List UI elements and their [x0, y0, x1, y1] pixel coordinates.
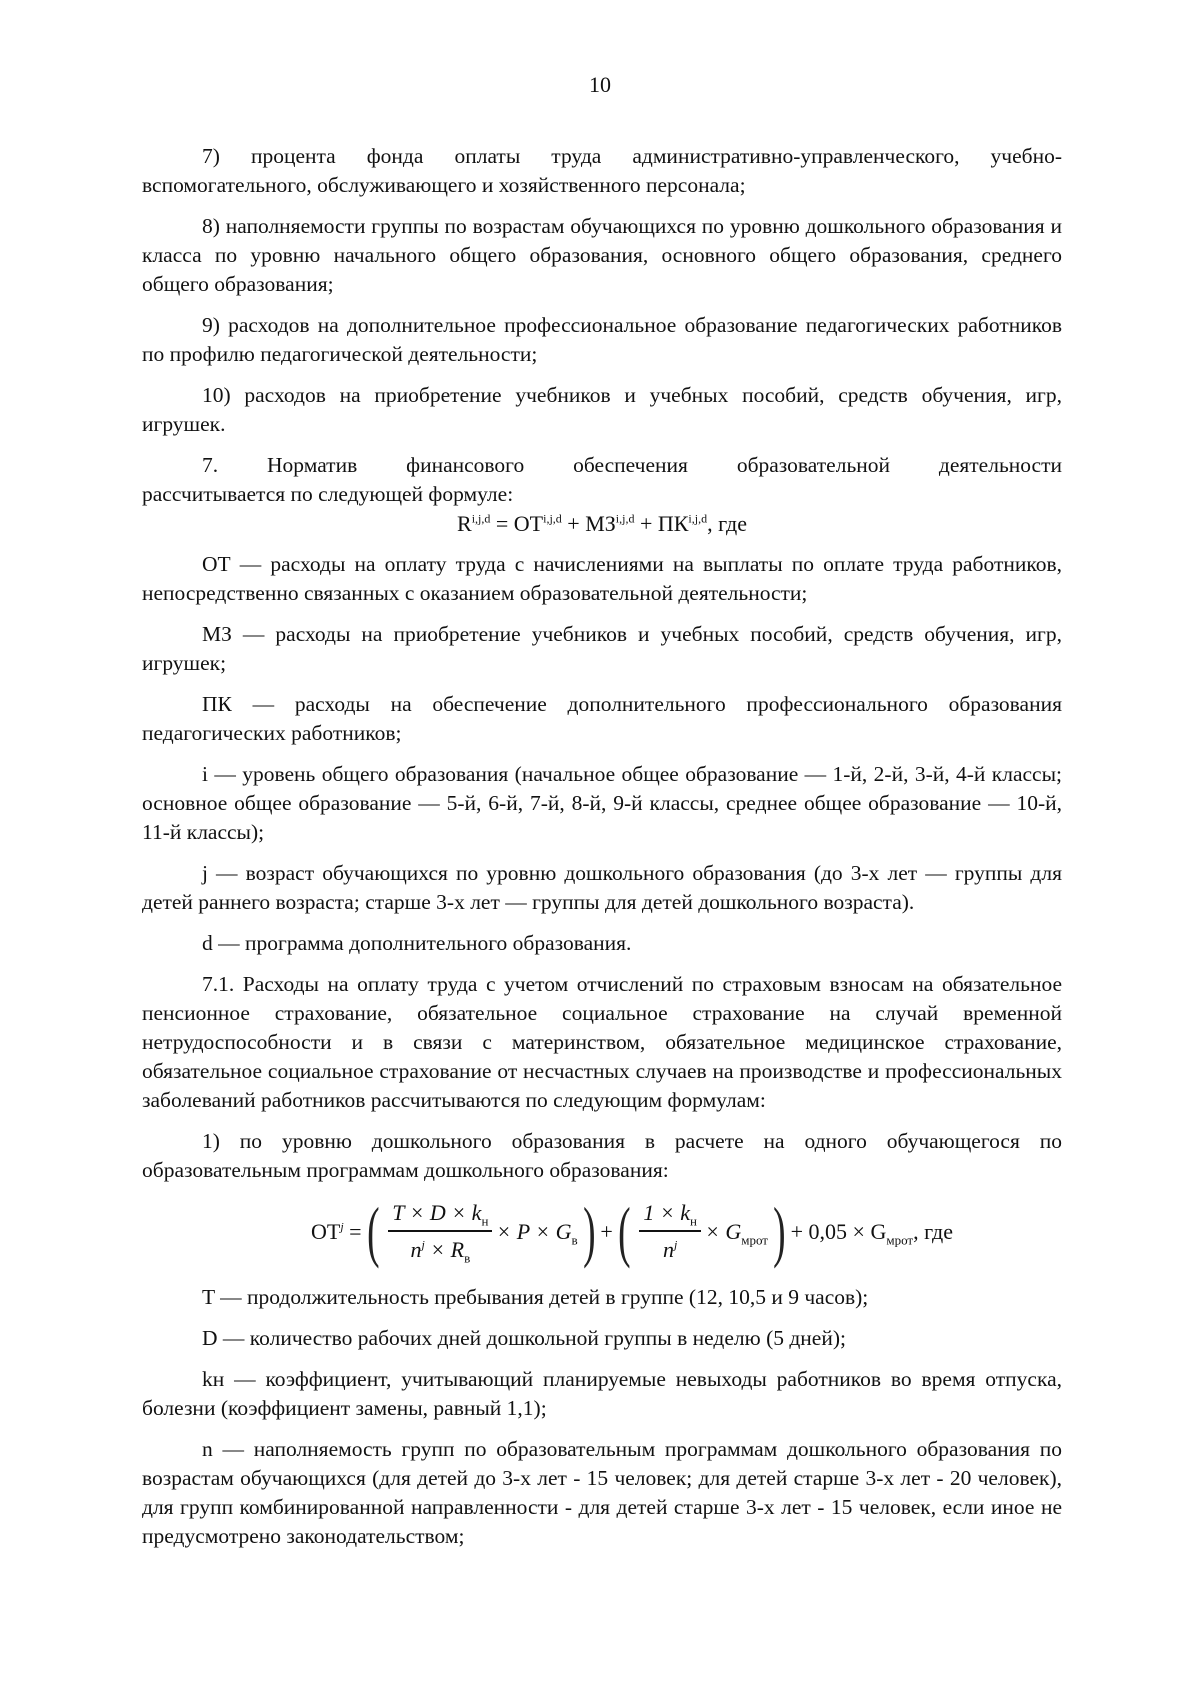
fraction-2-num-sub: н [690, 1213, 697, 1229]
formula-pk: + ПК [634, 511, 689, 536]
paren-close: ) [582, 1193, 596, 1269]
definition-n: n — наполняемость групп по образовательным программам дошкольного образования по возрастам обучающихся (для детей до 3-х лет - 15 человек; для детей старше 3-х лет - 20 человек), для групп комбинированной направленности - для детей старше 3-х лет - 15 человек, если иное не предусмотрено законодательством; [142, 1437, 1062, 1548]
definition-pk: ПК — расходы на обеспечение дополнительного профессионального образования педагогических работников; [142, 692, 1062, 745]
after-frac2-sub: мрот [741, 1231, 768, 1247]
formula2-tail-sub: мрот [886, 1231, 914, 1247]
paren-close: ) [773, 1193, 786, 1269]
paren-open: ( [366, 1193, 380, 1269]
after-frac1-text: × P × G [496, 1218, 572, 1244]
fraction-2-den-text: n [663, 1236, 675, 1262]
formula-sup: i,j,d [688, 511, 708, 526]
paragraph-7-1-item-1: 1) по уровню дошкольного образования в расчете на одного обучающегося по образовательным программам дошкольного образования: [142, 1129, 1062, 1182]
formula-r: R [457, 511, 472, 536]
fraction-2-num-text: 1 × k [643, 1200, 691, 1226]
after-frac2-text: × G [705, 1218, 742, 1244]
formula-ot: = ОТ [490, 511, 544, 536]
document-body [142, 142, 1062, 1563]
fraction-1-den-rest: × R [424, 1236, 465, 1262]
formula2-after-frac1 [496, 1217, 577, 1246]
paragraph-7-line2: рассчитывается по следующей формуле: [142, 482, 514, 506]
formula-tail: , где [707, 511, 747, 536]
definition-j: j — возраст обучающихся по уровню дошкольного образования (до 3-х лет — группы для детей раннего возраста; старше 3-х лет — группы для детей дошкольного возраста). [142, 861, 1062, 914]
fraction-1-num-text: T × D × k [392, 1200, 482, 1226]
fraction-bar [639, 1230, 701, 1232]
fraction-1-den-text: n [410, 1236, 422, 1262]
formula2-eq: = [343, 1218, 362, 1244]
paragraph-item-10: 10) расходов на приобретение учебников и учебных пособий, средств обучения, игр, игрушек. [142, 383, 1062, 436]
formula2-plus: + [600, 1218, 613, 1244]
fraction-2-denominator [659, 1235, 681, 1264]
paragraph-7-line1: 7. Норматив финансового обеспечения образовательной деятельности [202, 453, 1062, 477]
paragraph-item-8: 8) наполняемости группы по возрастам обучающихся по уровню дошкольного образования и класса по уровню начального общего образования, основного общего образования, среднего общего образования; [142, 214, 1062, 296]
paren-open: ( [617, 1193, 631, 1269]
fraction-2-den-sup: j [674, 1237, 678, 1252]
formula2-lhs-text: ОТ [311, 1218, 341, 1244]
definition-i: i — уровень общего образования (начальное общее образование — 1-й, 2-й, 3-й, 4-й классы; основное общее образование — 5-й, 6-й, 7-й, 8-й, 9-й классы, среднее общее образование — 10-й, 11-й классы); [142, 762, 1062, 844]
formula2-tail-text: + 0,05 × G [790, 1218, 887, 1244]
definition-d: d — программа дополнительного образования. [202, 931, 632, 955]
paragraph-7-1: 7.1. Расходы на оплату труда с учетом отчислений по страховым взносам на обязательное пенсионное страхование, обязательное социальное страхование на случай временной нетрудоспособности и в связи с материнством, обязательное медицинское страхование, обязательное социальное страхование от несчастных случаев на производстве и профессиональных заболеваний работников рассчитываются по следующим формулам: [142, 972, 1062, 1112]
fraction-1-den-sub: в [464, 1250, 471, 1266]
fraction-bar [388, 1230, 492, 1232]
fraction-1 [388, 1198, 492, 1264]
formula-ot-preschool [142, 1193, 1062, 1269]
formula2-after-frac2 [705, 1217, 768, 1246]
fraction-1-num-sub: н [481, 1213, 489, 1229]
definition-ot: ОТ — расходы на оплату труда с начислениями на выплаты по оплате труда работников, непосредственно связанных с оказанием образовательной деятельности; [142, 552, 1062, 605]
formula2-tail-end: , где [913, 1218, 953, 1244]
after-frac1-sub: в [571, 1231, 578, 1247]
definition-mz: МЗ — расходы на приобретение учебников и учебных пособий, средств обучения, игр, игрушек; [142, 622, 1062, 675]
formula-mz: + МЗ [561, 511, 616, 536]
formula2-lhs-sup: j [340, 1219, 344, 1234]
fraction-1-numerator [388, 1198, 492, 1227]
formula2-tail [791, 1217, 953, 1246]
formula-normative [142, 509, 1062, 538]
page-number: 10 [589, 72, 611, 97]
formula-sup: i,j,d [543, 511, 562, 526]
definition-kn: kн — коэффициент, учитывающий планируемые невыходы работников во время отпуска, болезни (коэффициент замены, равный 1,1); [142, 1367, 1062, 1420]
formula-sup: i,j,d [615, 511, 635, 526]
paragraph-item-9: 9) расходов на дополнительное профессиональное образование педагогических работников по профилю педагогической деятельности; [142, 313, 1062, 366]
paragraph-item-7: 7) процента фонда оплаты труда административно-управленческого, учебно-вспомогательного, обслуживающего и хозяйственного персонала; [142, 144, 1062, 197]
fraction-2 [639, 1198, 701, 1264]
fraction-1-denominator [406, 1235, 474, 1264]
formula2-lhs [311, 1217, 362, 1246]
fraction-2-numerator [639, 1198, 701, 1227]
definition-t: T — продолжительность пребывания детей в группе (12, 10,5 и 9 часов); [202, 1285, 869, 1309]
fraction-1-den-sup: j [421, 1237, 425, 1252]
definition-d-days: D — количество рабочих дней дошкольной группы в неделю (5 дней); [202, 1326, 846, 1350]
formula-sup: i,j,d [471, 511, 491, 526]
